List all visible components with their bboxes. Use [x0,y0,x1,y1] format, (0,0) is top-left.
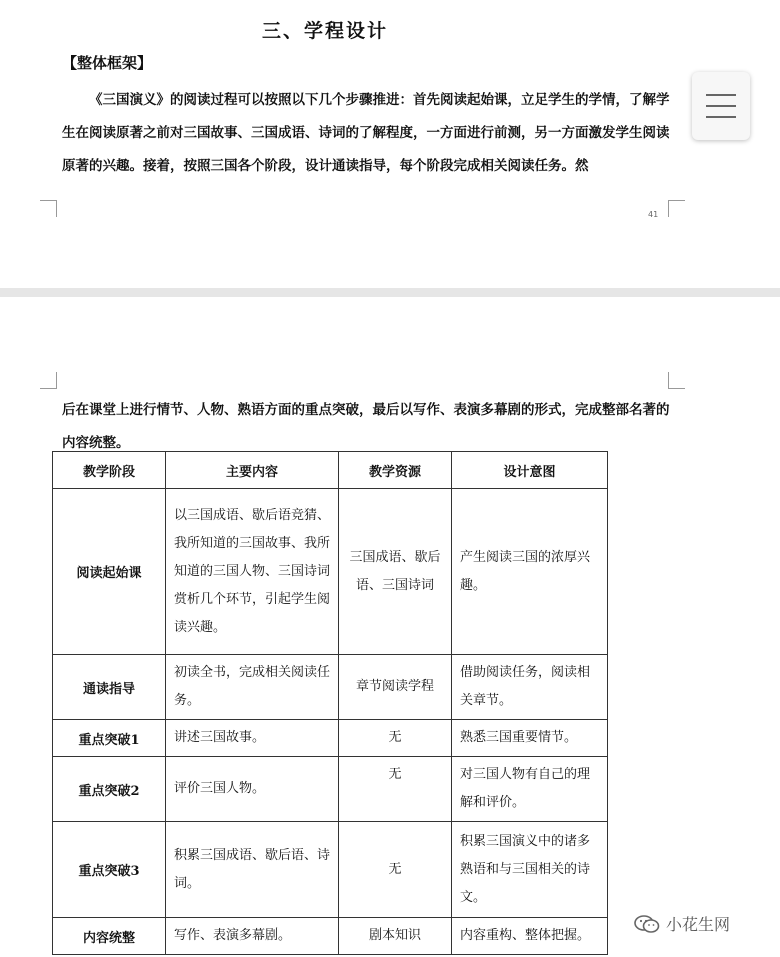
table-row [53,757,608,822]
page-title: 三、学程设计 [261,20,388,42]
page-corner-mark [668,372,685,389]
cell-intent: 积累三国演义中的诸多熟语和与三国相关的诗文。 [452,822,608,918]
design-table [52,451,608,955]
table-row [53,655,608,720]
cell-content: 初读全书，完成相关阅读任务。 [166,655,339,720]
cell-stage: 内容统整 [53,918,166,955]
cell-stage: 通读指导 [53,655,166,720]
cell-content: 写作、表演多幕剧。 [166,918,339,955]
table-row [53,918,608,955]
menu-icon-line [706,105,736,107]
wechat-icon [634,914,660,934]
cell-resource: 无 [339,757,452,822]
cell-stage: 重点突破2 [53,757,166,822]
continuation-paragraph-text: 后在课堂上进行情节、人物、熟语方面的重点突破，最后以写作、表演多幕剧的形式，完成整部名著的内容统整。 [62,402,670,451]
cell-intent: 借助阅读任务，阅读相关章节。 [452,655,608,720]
cell-content: 以三国成语、歇后语竞猜、我所知道的三国故事、我所知道的三国人物、三国诗词赏析几个环节，引起学生阅读兴趣。 [166,489,339,655]
cell-intent: 熟悉三国重要情节。 [452,720,608,757]
cell-resource: 章节阅读学程 [339,655,452,720]
header-resource: 教学资源 [339,452,452,489]
cell-resource: 无 [339,822,452,918]
cell-intent: 对三国人物有自己的理解和评价。 [452,757,608,822]
table-row [53,822,608,918]
page-corner-mark [40,200,57,217]
page-number: 41 [648,210,659,219]
menu-button[interactable] [692,72,750,140]
cell-stage: 阅读起始课 [53,489,166,655]
page-corner-mark [668,200,685,217]
section-heading: 【整体框架】 [62,54,153,72]
page-separator [0,288,780,297]
cell-resource: 剧本知识 [339,918,452,955]
cell-intent: 产生阅读三国的浓厚兴趣。 [452,489,608,655]
table-row [53,489,608,655]
cell-content: 评价三国人物。 [166,757,339,822]
table-row [53,720,608,757]
cell-resource: 三国成语、歇后语、三国诗词 [339,489,452,655]
table-header-row [53,452,608,489]
cell-stage: 重点突破1 [53,720,166,757]
menu-icon-line [706,116,736,118]
menu-icon-line [706,94,736,96]
watermark-text: 小花生网 [666,915,731,934]
cell-content: 积累三国成语、歇后语、诗词。 [166,822,339,918]
page-corner-mark [40,372,57,389]
header-stage: 教学阶段 [53,452,166,489]
cell-content: 讲述三国故事。 [166,720,339,757]
header-content: 主要内容 [166,452,339,489]
cell-intent: 内容重构、整体把握。 [452,918,608,955]
header-intent: 设计意图 [452,452,608,489]
intro-paragraph [62,84,674,183]
watermark [634,912,730,935]
cell-stage: 重点突破3 [53,822,166,918]
document-page-1 [0,0,780,288]
intro-paragraph-text: 《三国演义》的阅读过程可以按照以下几个步骤推进：首先阅读起始课，立足学生的学情，了解学生在阅读原著之前对三国故事、三国成语、诗词的了解程度，一方面进行前测，另一方面激发学生阅读原著的兴趣。接着，按照三国各个阶段，设计通读指导，每个阶段完成相关阅读任务。然 [62,92,670,174]
cell-resource: 无 [339,720,452,757]
